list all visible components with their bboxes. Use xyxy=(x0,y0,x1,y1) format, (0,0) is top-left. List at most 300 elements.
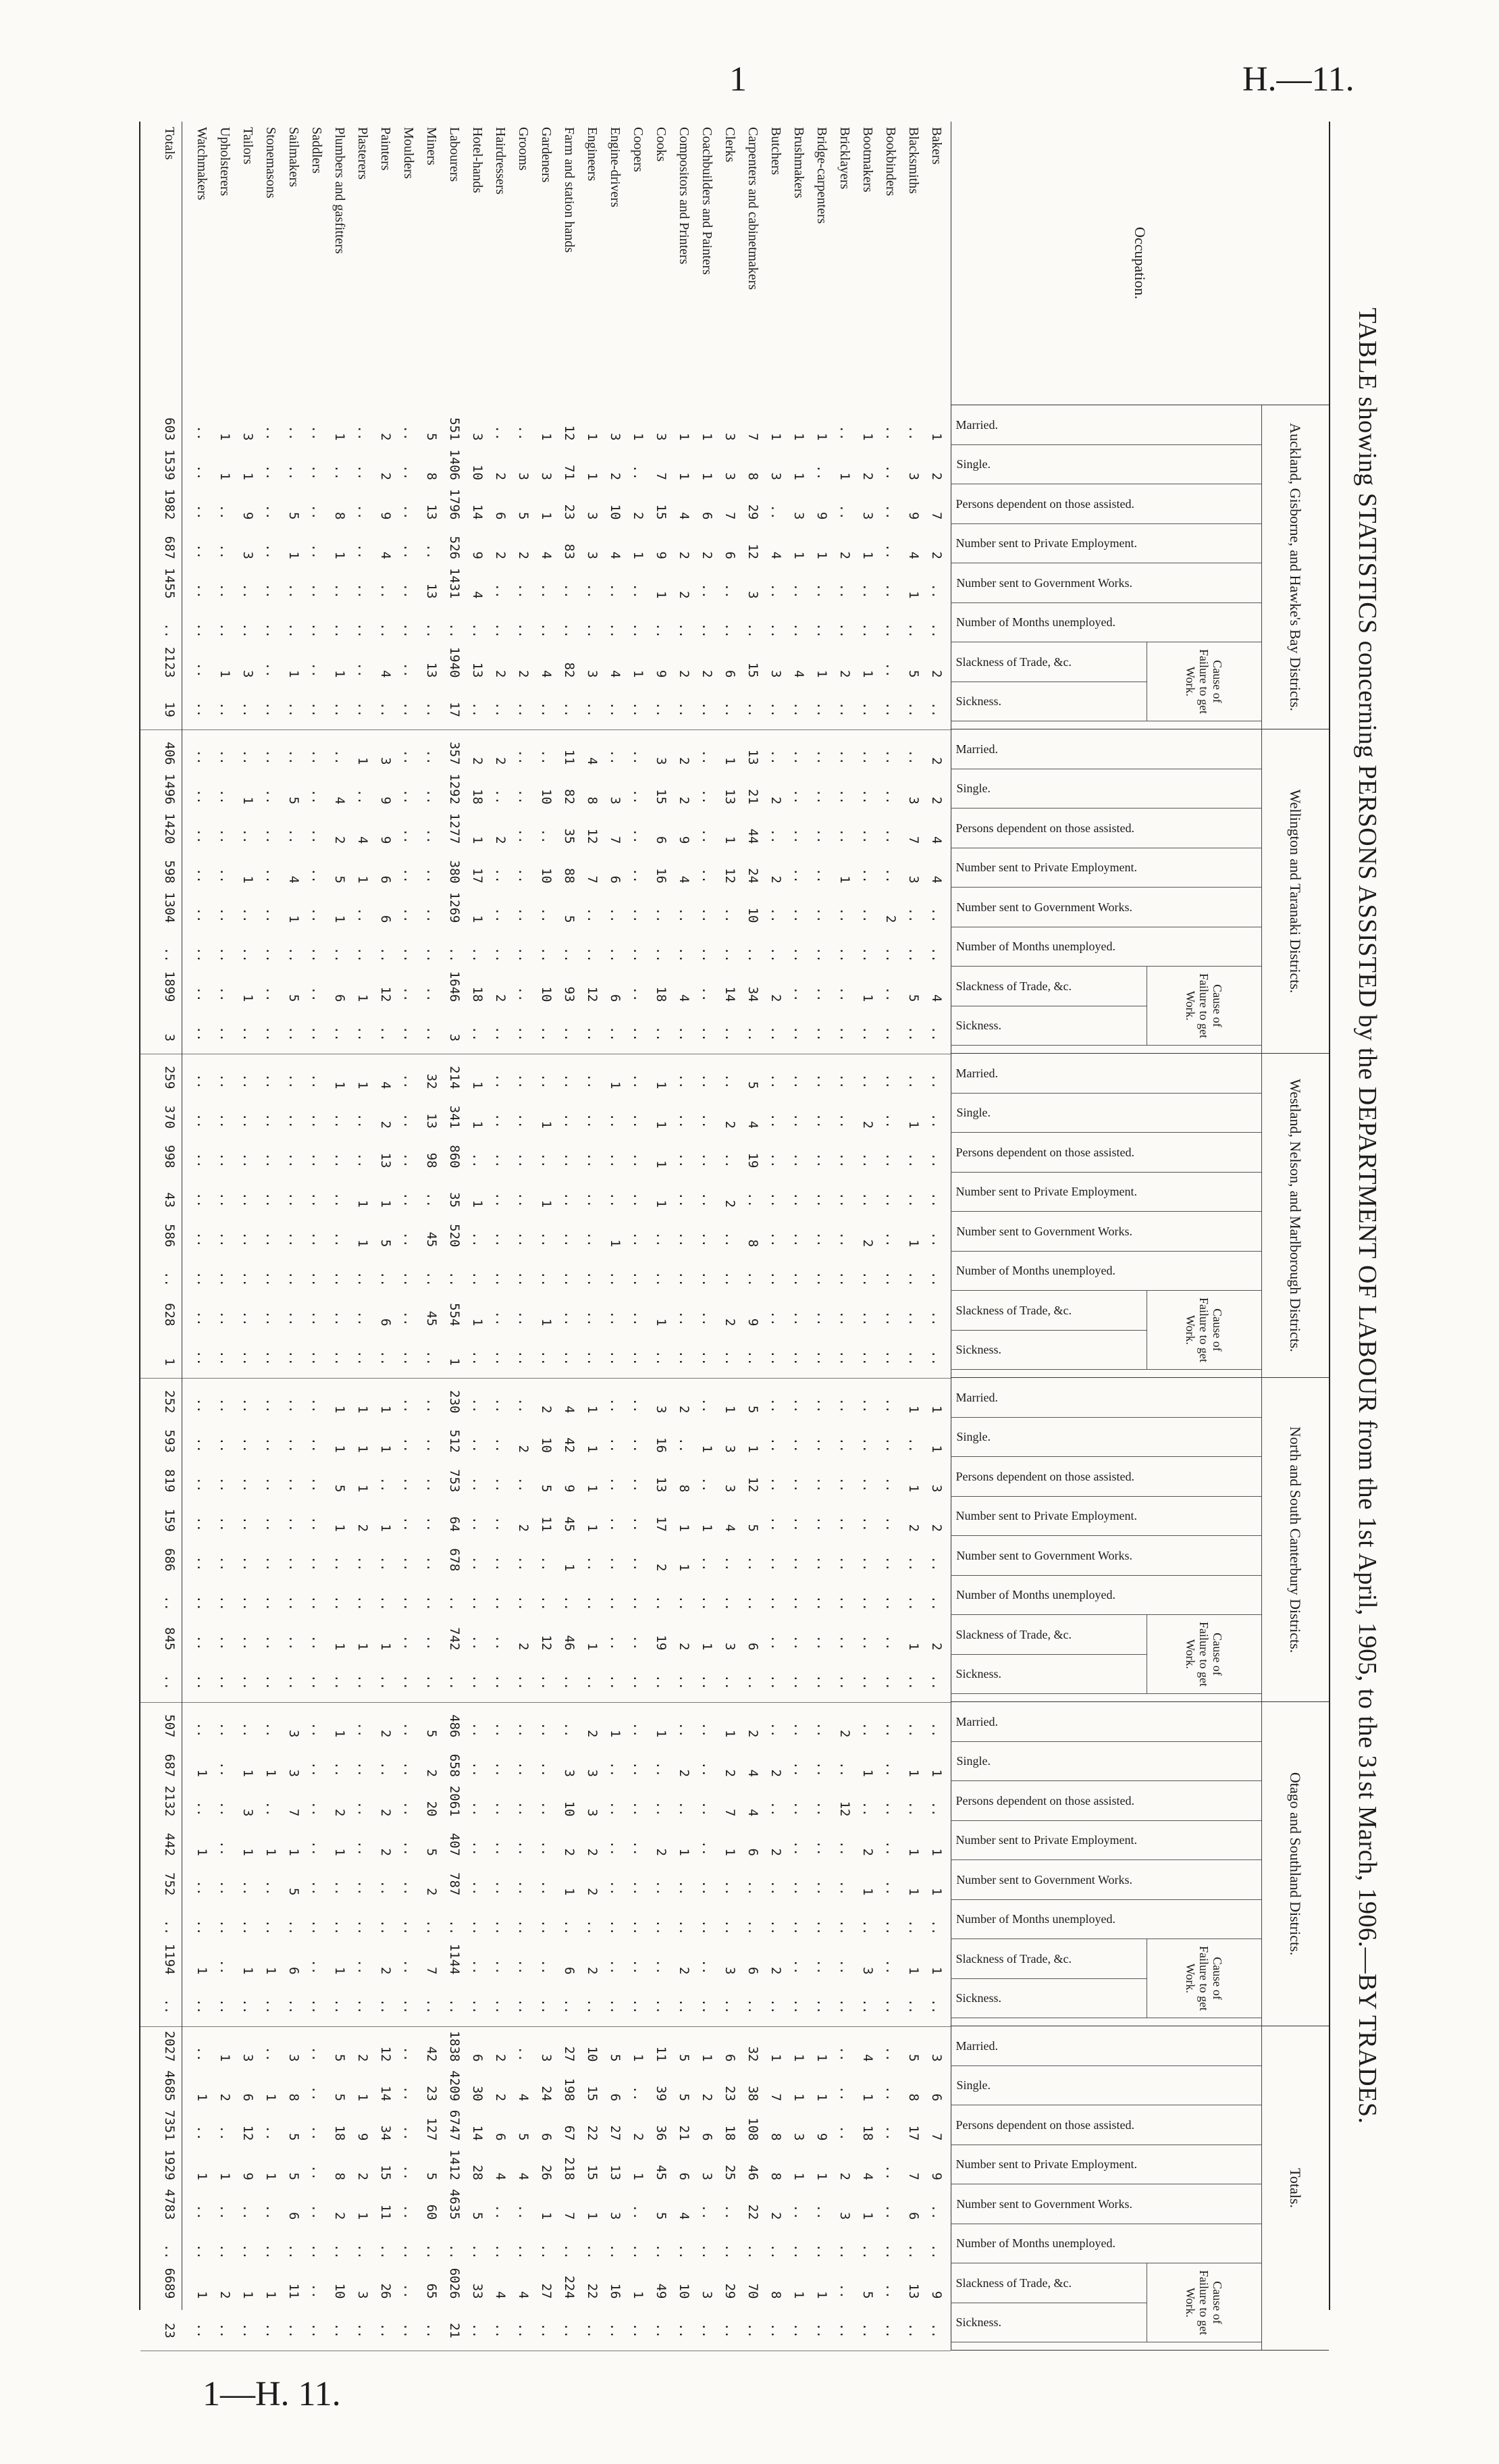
table-cell: .. xyxy=(470,1722,485,1738)
table-cell: .. xyxy=(378,623,393,638)
table-cell: .. xyxy=(883,1762,898,1777)
table-cell: .. xyxy=(883,465,898,480)
table-cell: .. xyxy=(883,1350,898,1366)
table-cell: .. xyxy=(768,583,783,599)
table-cell: .. xyxy=(309,1880,324,1896)
table-cell: .. xyxy=(194,425,209,441)
column-header-label: Number of Months unemployed. xyxy=(956,1912,1115,1926)
table-cell: 6 xyxy=(378,1318,393,1327)
table-cell: 8 xyxy=(332,512,347,520)
table-cell: .. xyxy=(860,749,875,765)
table-cell: .. xyxy=(240,1920,255,1935)
table-cell: 7 xyxy=(745,433,760,441)
table-cell: .. xyxy=(194,1192,209,1208)
table-cell: 13 xyxy=(424,583,439,599)
table-cell: 1539 xyxy=(162,449,177,480)
table-cell: .. xyxy=(194,1674,209,1690)
table-cell: .. xyxy=(263,1073,278,1089)
table-cell: .. xyxy=(585,2244,600,2259)
table-cell: .. xyxy=(929,2204,944,2220)
table-cell: 1 xyxy=(860,994,875,1002)
table-cell: 2 xyxy=(860,1121,875,1129)
table-cell: .. xyxy=(240,1595,255,1611)
table-cell: .. xyxy=(516,1674,531,1690)
table-cell: .. xyxy=(883,2125,898,2141)
table-cell: 8 xyxy=(768,2133,783,2141)
table-cell: .. xyxy=(883,1397,898,1414)
table-cell: .. xyxy=(309,2323,324,2338)
table-cell: .. xyxy=(791,1880,806,1896)
table-cell: 27 xyxy=(539,2283,554,2299)
column-header-label: Sickness. xyxy=(956,2315,1002,2330)
occupation-label: Brushmakers xyxy=(791,127,806,199)
table-cell: .. xyxy=(791,623,806,638)
table-cell: .. xyxy=(745,1880,760,1896)
table-cell: .. xyxy=(837,1920,852,1935)
table-cell: .. xyxy=(378,1999,393,2014)
table-cell: 1 xyxy=(722,1848,737,1856)
table-cell: 2 xyxy=(745,1730,760,1738)
table-cell: 21 xyxy=(745,789,760,804)
table-cell: .. xyxy=(631,1880,646,1896)
table-cell: 1 xyxy=(791,551,806,559)
table-cell: 2 xyxy=(837,551,852,559)
column-header-label: Number of Months unemployed. xyxy=(956,615,1115,630)
table-cell: .. xyxy=(217,1999,232,2014)
table-cell: 4 xyxy=(562,1406,577,1414)
table-cell: .. xyxy=(722,947,737,962)
table-cell: 2 xyxy=(929,757,944,765)
table-cell: .. xyxy=(791,2204,806,2220)
table-cell: 7351 xyxy=(162,2109,177,2141)
table-cell: 1496 xyxy=(162,773,177,804)
table-cell: 18 xyxy=(470,986,485,1002)
table-cell: .. xyxy=(722,702,737,717)
table-cell: 4 xyxy=(929,875,944,883)
table-cell: .. xyxy=(286,425,301,441)
table-cell: 23 xyxy=(562,504,577,520)
table-cell: 3 xyxy=(700,2172,714,2180)
table-cell: .. xyxy=(608,1192,623,1208)
table-cell: .. xyxy=(309,662,324,678)
table-cell: 1 xyxy=(470,1081,485,1089)
column-header xyxy=(951,2066,1261,2106)
cause-header: Cause of Failure to get Work. xyxy=(1147,967,1261,1046)
table-cell: .. xyxy=(263,1271,278,1287)
table-cell: 1 xyxy=(217,472,232,480)
table-cell: .. xyxy=(837,1192,852,1208)
table-cell: 4 xyxy=(860,2172,875,2180)
table-cell: .. xyxy=(162,1271,177,1287)
table-cell: .. xyxy=(424,868,439,883)
table-cell: .. xyxy=(791,1801,806,1817)
table-cell: .. xyxy=(378,1880,393,1896)
table-cell: .. xyxy=(309,1595,324,1611)
table-cell: 1 xyxy=(722,836,737,844)
table-cell: .. xyxy=(654,1231,668,1248)
table-cell: .. xyxy=(791,1310,806,1327)
table-cell: .. xyxy=(309,1674,324,1690)
table-cell: .. xyxy=(860,623,875,638)
table-cell: 1 xyxy=(332,1730,347,1738)
table-cell: .. xyxy=(860,2323,875,2338)
table-cell: 1 xyxy=(378,1643,393,1651)
table-cell: .. xyxy=(562,1999,577,2014)
table-cell: 2 xyxy=(677,670,691,678)
table-cell: .. xyxy=(677,947,691,962)
column-header xyxy=(951,1173,1261,1212)
table-cell: 15 xyxy=(654,789,668,804)
table-cell: .. xyxy=(355,623,370,638)
table-cell: 46 xyxy=(745,2165,760,2180)
column-header-label: Married. xyxy=(956,742,999,756)
table-cell: .. xyxy=(516,2046,531,2062)
table-cell: .. xyxy=(447,1595,462,1611)
table-cell: .. xyxy=(493,1437,508,1453)
table-cell: 1 xyxy=(700,1445,714,1453)
table-cell: .. xyxy=(217,1271,232,1287)
table-cell: 2 xyxy=(677,1769,691,1777)
table-cell: .. xyxy=(791,1762,806,1777)
table-cell: 1277 xyxy=(447,813,462,844)
table-cell: 5 xyxy=(745,1524,760,1532)
table-cell: 9 xyxy=(378,836,393,844)
table-cell: 357 xyxy=(447,742,462,765)
table-cell: .. xyxy=(263,1192,278,1208)
table-cell: .. xyxy=(814,2323,829,2338)
table-cell: 10 xyxy=(470,465,485,480)
table-cell: .. xyxy=(929,1113,944,1129)
table-cell: 2 xyxy=(929,551,944,559)
table-cell: 9 xyxy=(470,551,485,559)
table-cell: .. xyxy=(791,1113,806,1129)
table-cell: 4 xyxy=(906,551,921,559)
table-cell: 17 xyxy=(654,1516,668,1532)
table-cell: 45 xyxy=(562,1516,577,1532)
table-cell: .. xyxy=(677,1350,691,1366)
table-cell: .. xyxy=(814,2244,829,2259)
table-cell: .. xyxy=(286,1152,301,1169)
column-header xyxy=(951,848,1261,888)
occupation-label: Engineers xyxy=(585,127,600,181)
table-cell: .. xyxy=(516,2244,531,2259)
table-cell: .. xyxy=(631,1271,646,1287)
table-cell: .. xyxy=(539,947,554,962)
table-cell: 4 xyxy=(493,2172,508,2180)
table-cell: 10 xyxy=(539,986,554,1002)
table-cell: 2 xyxy=(837,670,852,678)
table-cell: .. xyxy=(332,1231,347,1248)
table-cell: 1 xyxy=(631,433,646,441)
table-cell: .. xyxy=(286,1556,301,1572)
table-cell: 7 xyxy=(929,2133,944,2141)
table-cell: 7 xyxy=(608,836,623,844)
table-cell: .. xyxy=(355,425,370,441)
table-cell: .. xyxy=(424,947,439,962)
table-cell: .. xyxy=(883,2165,898,2180)
table-cell: 3 xyxy=(585,512,600,520)
table-cell: .. xyxy=(217,2323,232,2338)
table-cell: .. xyxy=(217,907,232,923)
table-cell: .. xyxy=(700,1113,714,1129)
table-cell: .. xyxy=(722,1595,737,1611)
table-cell: .. xyxy=(768,504,783,520)
occupation-label: Miners xyxy=(424,127,439,165)
table-cell: .. xyxy=(309,1397,324,1414)
table-cell: .. xyxy=(791,1999,806,2014)
table-cell: 2 xyxy=(493,2093,508,2101)
occupation-label: Painters xyxy=(378,127,393,171)
table-cell: .. xyxy=(814,1310,829,1327)
table-cell: 9 xyxy=(906,512,921,520)
table-cell: 3 xyxy=(700,2291,714,2299)
table-cell: .. xyxy=(378,1920,393,1935)
table-cell: 4 xyxy=(539,551,554,559)
table-cell: .. xyxy=(332,1192,347,1208)
table-cell: 2 xyxy=(929,1643,944,1651)
table-cell: .. xyxy=(286,2244,301,2259)
table-cell: .. xyxy=(929,907,944,923)
table-cell: 1 xyxy=(286,1848,301,1856)
table-cell: .. xyxy=(608,1310,623,1327)
table-cell: 4 xyxy=(355,836,370,844)
table-cell: .. xyxy=(837,1152,852,1169)
table-cell: 5 xyxy=(286,512,301,520)
table-cell: 3 xyxy=(722,1967,737,1975)
column-header-label: Sickness. xyxy=(956,694,1002,709)
table-cell: .. xyxy=(263,1674,278,1690)
table-cell: .. xyxy=(814,1880,829,1896)
table-cell: 23 xyxy=(722,2086,737,2101)
table-cell: .. xyxy=(240,1231,255,1248)
table-cell: .. xyxy=(194,2046,209,2062)
table-cell: .. xyxy=(654,1920,668,1935)
table-cell: .. xyxy=(837,749,852,765)
table-cell: .. xyxy=(309,504,324,520)
table-cell: .. xyxy=(286,1397,301,1414)
table-cell: .. xyxy=(240,1026,255,1042)
table-cell: 4 xyxy=(516,2172,531,2180)
table-cell: .. xyxy=(631,828,646,844)
table-cell: .. xyxy=(608,907,623,923)
table-cell: .. xyxy=(906,1350,921,1366)
table-cell: .. xyxy=(332,2323,347,2338)
table-cell: .. xyxy=(240,907,255,923)
column-header-label: Number sent to Private Employment. xyxy=(956,536,1138,550)
table-cell: .. xyxy=(286,1920,301,1935)
occupation-label: Hairdressers xyxy=(493,127,508,195)
table-cell: .. xyxy=(837,947,852,962)
table-cell: .. xyxy=(401,1477,416,1493)
table-cell: .. xyxy=(608,1152,623,1169)
table-cell: 18 xyxy=(722,2125,737,2141)
table-cell: 1 xyxy=(860,2212,875,2220)
table-cell: .. xyxy=(162,1595,177,1611)
table-cell: .. xyxy=(585,1595,600,1611)
table-cell: 9 xyxy=(745,1318,760,1327)
table-cell: .. xyxy=(401,623,416,638)
table-cell: 1 xyxy=(906,1643,921,1651)
table-cell: .. xyxy=(814,583,829,599)
table-cell: .. xyxy=(585,1350,600,1366)
table-cell: 1 xyxy=(263,1848,278,1856)
table-cell: .. xyxy=(631,1999,646,2014)
table-cell: .. xyxy=(424,1477,439,1493)
table-cell: 1 xyxy=(700,433,714,441)
table-cell: 628 xyxy=(162,1303,177,1327)
table-cell: .. xyxy=(217,1113,232,1129)
table-cell: .. xyxy=(217,947,232,962)
table-cell: 1 xyxy=(194,2291,209,2299)
table-cell: 230 xyxy=(447,1390,462,1414)
table-cell: .. xyxy=(837,1841,852,1856)
table-cell: 1 xyxy=(631,670,646,678)
table-cell: 26 xyxy=(539,2165,554,2180)
table-cell: 3 xyxy=(240,551,255,559)
table-cell: .. xyxy=(493,702,508,717)
table-cell: .. xyxy=(677,2323,691,2338)
table-cell: .. xyxy=(814,986,829,1002)
table-cell: 1 xyxy=(837,472,852,480)
table-cell: .. xyxy=(355,583,370,599)
table-cell: .. xyxy=(539,2244,554,2259)
table-cell: 5 xyxy=(424,1848,439,1856)
table-cell: 1 xyxy=(562,1888,577,1896)
table-cell: 35 xyxy=(447,1192,462,1208)
table-cell: .. xyxy=(447,947,462,962)
table-cell: .. xyxy=(700,1959,714,1975)
table-cell: 1 xyxy=(700,472,714,480)
table-cell: .. xyxy=(263,465,278,480)
table-cell: .. xyxy=(401,1113,416,1129)
table-cell: .. xyxy=(539,828,554,844)
table-cell: .. xyxy=(240,2323,255,2338)
table-cell: 4 xyxy=(929,994,944,1002)
district-group-title: Westland, Nelson, and Marlborough Districts. xyxy=(1261,1054,1329,1377)
table-cell: 2 xyxy=(837,2172,852,2180)
table-cell: .. xyxy=(608,1762,623,1777)
table-cell: .. xyxy=(493,1231,508,1248)
table-cell: 2 xyxy=(929,670,944,678)
table-cell: .. xyxy=(424,2323,439,2338)
table-cell: .. xyxy=(493,1310,508,1327)
table-cell: .. xyxy=(263,868,278,883)
table-cell: .. xyxy=(745,1271,760,1287)
table-cell: .. xyxy=(194,828,209,844)
column-header-label: Slackness of Trade, &c. xyxy=(956,1627,1072,1641)
table-cell: .. xyxy=(493,1516,508,1532)
table-cell: .. xyxy=(814,1350,829,1366)
table-cell: 4635 xyxy=(447,2188,462,2220)
table-cell: .. xyxy=(883,1477,898,1493)
table-cell: 1 xyxy=(263,2093,278,2101)
table-cell: .. xyxy=(263,2125,278,2141)
table-cell: .. xyxy=(929,1310,944,1327)
table-cell: 1 xyxy=(768,2054,783,2062)
table-cell: .. xyxy=(470,1437,485,1453)
district-group-header xyxy=(951,1054,1329,1378)
district-group-header xyxy=(951,729,1329,1054)
table-cell: 9 xyxy=(929,2172,944,2180)
table-cell: .. xyxy=(791,1073,806,1089)
table-cell: 18 xyxy=(470,789,485,804)
table-cell: .. xyxy=(194,2244,209,2259)
occupation-label: Bookbinders xyxy=(883,127,898,197)
table-cell: 1 xyxy=(332,433,347,441)
column-header xyxy=(951,1291,1147,1331)
table-cell: .. xyxy=(401,544,416,559)
table-cell: 9 xyxy=(814,2133,829,2141)
table-cell: .. xyxy=(217,1801,232,1817)
table-cell: .. xyxy=(286,1595,301,1611)
table-cell: 4 xyxy=(860,2054,875,2062)
table-cell: .. xyxy=(700,1595,714,1611)
table-cell: .. xyxy=(309,2086,324,2101)
table-cell: .. xyxy=(608,1397,623,1414)
table-cell: 1 xyxy=(378,1524,393,1532)
table-cell: .. xyxy=(332,702,347,717)
table-cell: .. xyxy=(562,1310,577,1327)
table-cell: 1 xyxy=(631,2054,646,2062)
table-cell: 1 xyxy=(194,2172,209,2180)
table-cell: .. xyxy=(791,1152,806,1169)
table-cell: 2 xyxy=(470,757,485,765)
table-cell: 5 xyxy=(286,994,301,1002)
table-cell: .. xyxy=(700,1674,714,1690)
table-cell: 3 xyxy=(654,433,668,441)
table-cell: .. xyxy=(860,1516,875,1532)
table-cell: .. xyxy=(814,623,829,638)
table-cell: .. xyxy=(631,1310,646,1327)
table-cell: 5 xyxy=(332,875,347,883)
table-cell: 2 xyxy=(654,1564,668,1572)
table-cell: 1420 xyxy=(162,813,177,844)
table-cell: .. xyxy=(883,1073,898,1089)
table-cell: .. xyxy=(355,1556,370,1572)
table-cell: .. xyxy=(631,583,646,599)
table-cell: .. xyxy=(837,789,852,804)
column-header-label: Persons dependent on those assisted. xyxy=(956,496,1135,511)
table-cell: .. xyxy=(378,702,393,717)
table-cell: .. xyxy=(217,623,232,638)
table-cell: 1 xyxy=(470,915,485,923)
table-cell: .. xyxy=(562,2323,577,2338)
table-cell: .. xyxy=(401,828,416,844)
table-cell: 1 xyxy=(332,551,347,559)
table-cell: 819 xyxy=(162,1469,177,1493)
table-cell: 6 xyxy=(608,2093,623,2101)
column-header-label: Number sent to Private Employment. xyxy=(956,861,1138,875)
table-cell: .. xyxy=(447,1271,462,1287)
table-cell: .. xyxy=(493,1595,508,1611)
table-cell: .. xyxy=(424,1920,439,1935)
table-cell: .. xyxy=(745,1192,760,1208)
table-cell: .. xyxy=(929,1350,944,1366)
table-cell: .. xyxy=(814,1113,829,1129)
table-cell: .. xyxy=(814,1801,829,1817)
table-cell: .. xyxy=(309,1073,324,1089)
column-header xyxy=(951,603,1261,643)
table-cell: .. xyxy=(860,1920,875,1935)
table-cell: 3 xyxy=(286,2054,301,2062)
table-cell: .. xyxy=(263,623,278,638)
table-cell: .. xyxy=(263,1113,278,1129)
table-cell: .. xyxy=(240,1271,255,1287)
table-cell: .. xyxy=(585,1152,600,1169)
table-cell: .. xyxy=(860,1192,875,1208)
table-cell: .. xyxy=(837,1271,852,1287)
table-cell: 82 xyxy=(562,662,577,678)
